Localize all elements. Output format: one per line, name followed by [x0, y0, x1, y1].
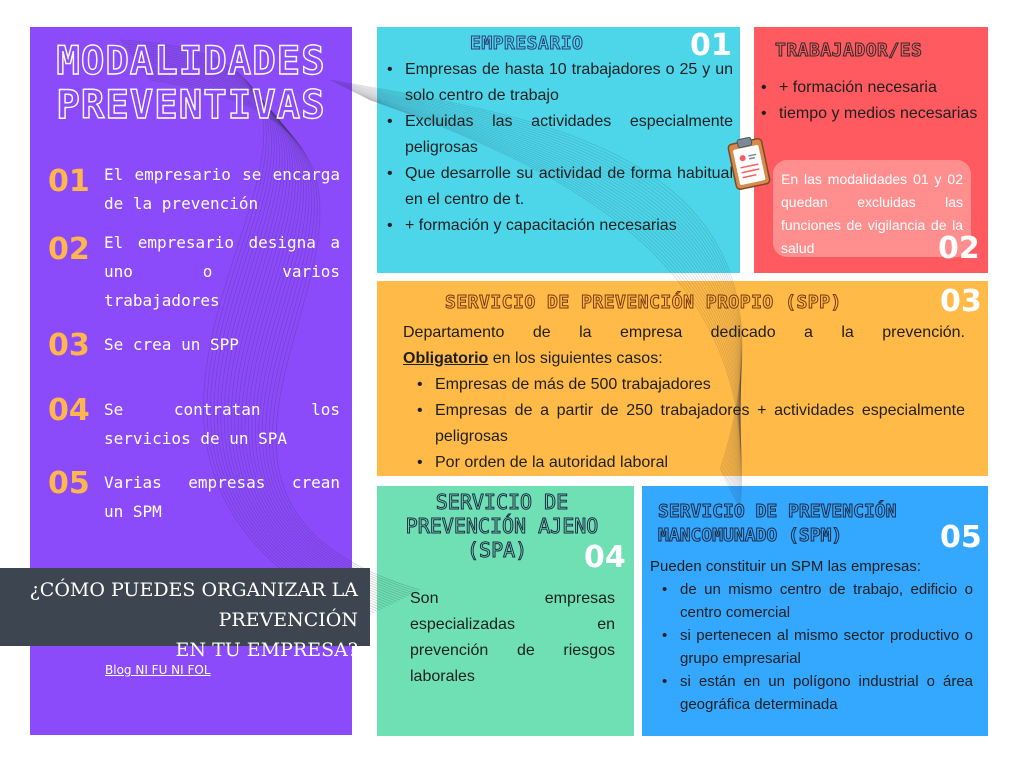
trabajadores-title: TRABAJADOR/ES	[775, 40, 923, 61]
empresario-title: EMPRESARIO	[470, 33, 584, 54]
empresario-number: 01	[690, 28, 732, 63]
spm-content	[650, 555, 973, 716]
modalidad-text: El empresario se encarga de la prevención	[104, 165, 340, 213]
list-item: • + formación y capacitación necesarias	[383, 213, 733, 239]
list-item: • Empresas de a partir de 250 trabajadores + actividades especialmente peligrosas	[413, 398, 965, 450]
modalidad-text-line: Se contratan los	[104, 400, 340, 419]
modalidad-text-line: servicios de un SPA	[104, 429, 288, 448]
vigilancia-note: En las modalidades 01 y 02 quedan excluidas las funciones de vigilancia de la salud	[773, 160, 971, 257]
blog-link[interactable]: Blog NI FU NI FOL	[105, 663, 211, 677]
clipboard-icon	[726, 135, 772, 193]
title-line-2: PREVENTIVAS	[56, 83, 326, 128]
modalidad-number: 02	[48, 232, 90, 267]
spm-number: 05	[940, 520, 982, 555]
spm-title-line-1: SERVICIO DE PREVENCIÓN	[658, 501, 897, 522]
spp-intro-rest: en los siguientes casos:	[488, 350, 663, 367]
spp-intro: Departamento de la empresa dedicado a la prevención.	[403, 324, 965, 341]
question-line-1: ¿CÓMO PUEDES ORGANIZAR LA PREVENCIÓN	[29, 579, 358, 631]
trabajadores-list	[757, 75, 981, 127]
spp-content	[403, 320, 965, 476]
modalidad-number: 03	[48, 328, 90, 363]
spm-title	[658, 500, 958, 548]
question-banner	[0, 568, 370, 661]
list-item: • Que desarrolle su actividad de forma habitual en el centro de t.	[383, 161, 733, 213]
spp-number: 03	[940, 284, 982, 319]
spm-title-line-2: MANCOMUNADO (SPM)	[658, 525, 843, 546]
question-line-2: EN TU EMPRESA?	[175, 639, 358, 661]
modalidad-text	[104, 228, 340, 315]
list-item: • si pertenecen al mismo sector productivo o grupo empresarial	[658, 624, 973, 670]
list-item: • tiempo y medios necesarias	[757, 101, 981, 127]
page-title	[30, 40, 352, 128]
modalidad-item-02	[48, 228, 340, 315]
modalidad-text-line: El empresario designa a	[104, 233, 340, 252]
spa-text: Son empresas especializadas en prevención de riesgos laborales	[410, 590, 615, 685]
spa-title-line-1: SERVICIO DE	[435, 490, 569, 514]
modalidad-text-line: trabajadores	[104, 291, 220, 310]
modalidad-text-line: Varias empresas crean	[104, 473, 340, 492]
list-item: • Empresas de hasta 10 trabajadores o 25 y un solo centro de trabajo	[383, 57, 733, 109]
list-item: • Por orden de la autoridad laboral	[413, 450, 965, 476]
modalidad-text	[104, 468, 340, 526]
spm-intro: Pueden constituir un SPM las empresas:	[650, 558, 921, 575]
modalidad-item-04	[48, 395, 340, 453]
spa-title-line-2: PREVENCIÓN AJENO	[405, 514, 599, 538]
empresario-list	[383, 57, 733, 239]
modalidad-number: 01	[48, 164, 90, 199]
list-item: • + formación necesaria	[757, 75, 981, 101]
modalidad-text: Se crea un SPP	[104, 335, 239, 354]
list-item: • si están en un polígono industrial o área geográfica determinada	[658, 670, 973, 716]
obligatorio-label: Obligatorio	[403, 350, 489, 367]
spp-intro-line2	[403, 346, 965, 372]
spp-title: SERVICIO DE PREVENCIÓN PROPIO (SPP)	[445, 292, 842, 313]
modalidad-item-05	[48, 468, 340, 526]
title-line-1: MODALIDADES	[56, 39, 326, 84]
spa-title-line-3: (SPA)	[467, 538, 528, 562]
modalidad-text-line: uno o varios	[104, 262, 340, 281]
modalidad-number: 05	[48, 466, 90, 501]
list-item: • Excluidas las actividades especialmente peligrosas	[383, 109, 733, 161]
trabajadores-number: 02	[938, 231, 980, 266]
modalidad-text	[104, 395, 340, 453]
list-item: • de un mismo centro de trabajo, edificio o centro comercial	[658, 578, 973, 624]
modalidad-number: 04	[48, 393, 90, 428]
modalidad-text-line: un SPM	[104, 502, 162, 521]
list-item: • Empresas de más de 500 trabajadores	[413, 372, 965, 398]
spa-number: 04	[584, 540, 626, 575]
modalidad-item-03	[48, 330, 340, 362]
modalidad-item-01	[48, 160, 340, 218]
